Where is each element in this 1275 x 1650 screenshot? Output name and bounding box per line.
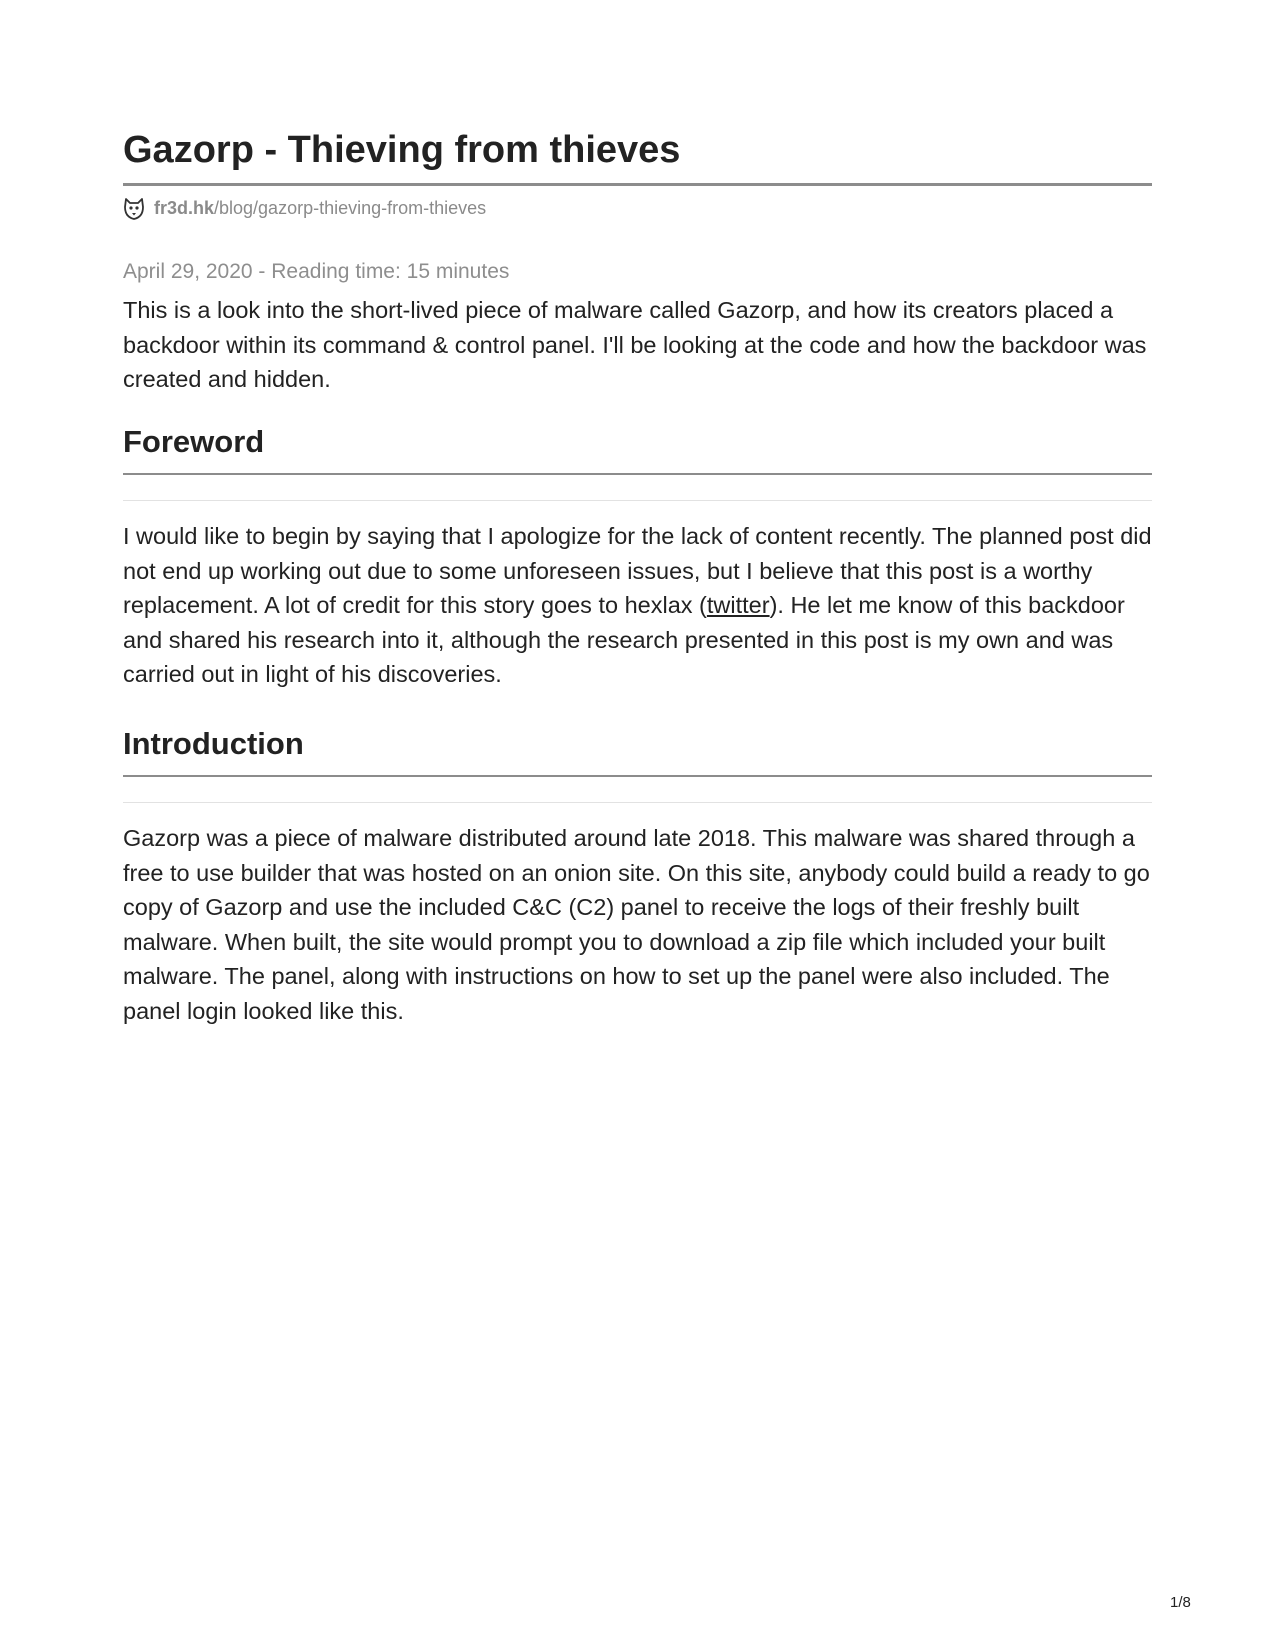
title-divider	[123, 183, 1152, 186]
twitter-link[interactable]: twitter	[706, 592, 770, 618]
foreword-text: I would like to begin by saying that I apologize for the lack of content recently. The planned post did not end up working out due to some unforeseen issues, but I believe that this post is a worthy replacement. A lot of credit for this story goes to hexlax (	[123, 523, 1152, 618]
page-number: 1/8	[1170, 1594, 1191, 1611]
horizontal-rule	[123, 500, 1152, 501]
foreword-paragraph	[123, 519, 1152, 692]
section-heading-foreword: Foreword	[123, 424, 265, 459]
article-title: Gazorp - Thieving from thieves	[123, 129, 681, 171]
post-meta: April 29, 2020 - Reading time: 15 minutes	[123, 260, 510, 283]
source-url[interactable]	[123, 195, 486, 221]
section-heading-divider	[123, 775, 1152, 777]
section-heading-introduction: Introduction	[123, 726, 304, 761]
source-domain: fr3d.hk	[154, 197, 215, 218]
foreword-text-continued: ). He let me know of this backdoor and shared his research into it, although the research presented in this post is my own and was carried out in light of his discoveries.	[123, 592, 1125, 687]
introduction-paragraph: Gazorp was a piece of malware distributed around late 2018. This malware was shared through a free to use builder that was hosted on an onion site. On this site, anybody could build a ready to go copy of Gazorp and use the included C&C (C2) panel to receive the logs of their freshly built malware. When built, the site would prompt you to download a zip file which included your built malware. The panel, along with instructions on how to set up the panel were also included. The panel login looked like this.	[123, 825, 1150, 1024]
intro-paragraph: This is a look into the short-lived piece of malware called Gazorp, and how its creators placed a backdoor within its command & control panel. I'll be looking at the code and how the backdoor was created and hidden.	[123, 297, 1147, 392]
section-heading-divider	[123, 473, 1152, 475]
source-path: /blog/gazorp-thieving-from-thieves	[214, 197, 487, 218]
horizontal-rule	[123, 802, 1152, 803]
dog-face-icon	[123, 195, 145, 221]
